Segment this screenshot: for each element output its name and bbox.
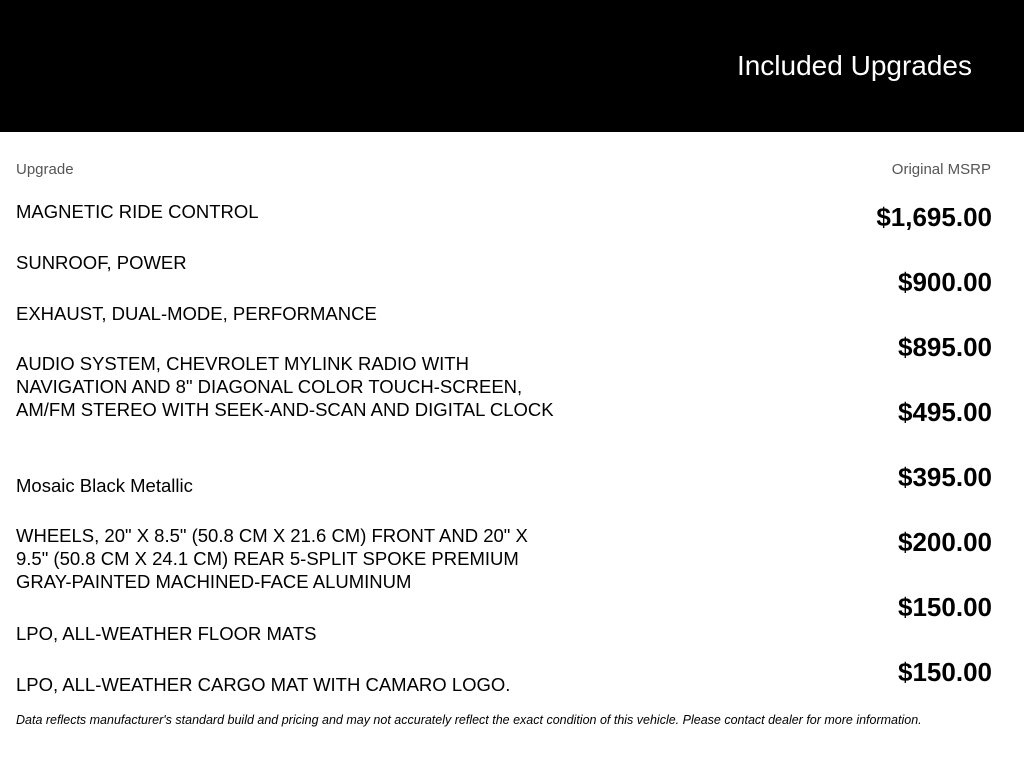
column-header-upgrade: Upgrade <box>16 161 74 178</box>
price-value: $900.00 <box>898 267 992 297</box>
price-value: $150.00 <box>898 657 992 687</box>
page-title: Included Upgrades <box>736 50 972 81</box>
upgrade-item: MAGNETIC RIDE CONTROL <box>16 201 259 222</box>
upgrade-item: WHEELS, 20" X 8.5" (50.8 CM X 21.6 CM) FRONT AND 20" X 9.5" (50.8 CM X 24.1 CM) REAR 5-SPLIT SPOKE PREMIUM GRAY-PAINTED MACHINED-FACE ALUMINUM <box>16 525 528 592</box>
upgrade-item: LPO, ALL-WEATHER CARGO MAT WITH CAMARO LOGO. <box>16 674 511 695</box>
upgrade-item: EXHAUST, DUAL-MODE, PERFORMANCE <box>16 303 377 324</box>
price-value: $395.00 <box>898 462 992 492</box>
column-header-msrp: Original MSRP <box>891 161 991 178</box>
disclaimer-text: Data reflects manufacturer's standard build and pricing and may not accurately reflect the exact condition of this vehicle. Please contact dealer for more information. <box>16 713 922 727</box>
price-value: $200.00 <box>898 527 992 557</box>
price-value: $495.00 <box>898 397 992 427</box>
upgrade-item: LPO, ALL-WEATHER FLOOR MATS <box>16 623 317 644</box>
price-value: $895.00 <box>898 332 992 362</box>
price-value: $150.00 <box>898 592 992 622</box>
price-value: $1,695.00 <box>876 202 992 232</box>
upgrade-item: Mosaic Black Metallic <box>16 475 193 496</box>
header-banner <box>0 0 1024 132</box>
upgrade-item: AUDIO SYSTEM, CHEVROLET MYLINK RADIO WITH NAVIGATION AND 8" DIAGONAL COLOR TOUCH-SCREEN, AM/FM STEREO WITH SEEK-AND-SCAN AND DIGITAL CLOCK <box>16 353 554 420</box>
upgrade-item: SUNROOF, POWER <box>16 252 187 273</box>
